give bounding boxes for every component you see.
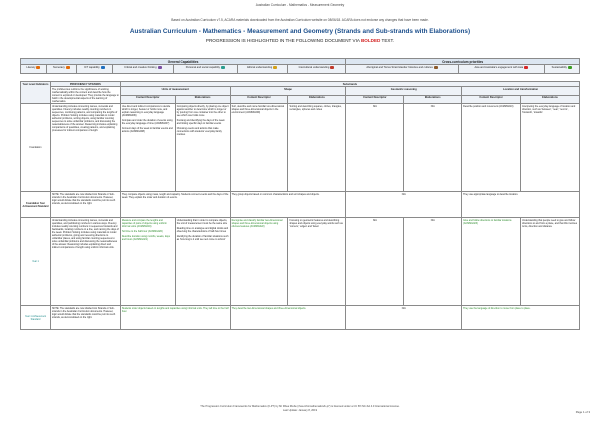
document-title: Australian Curriculum - Mathematics - Measurement and Geometry (Strands and Sub-strands with Elaborations) [129, 28, 471, 35]
geo-content-year1: N/A [346, 218, 404, 306]
units-standard-foundation: They compare objects using mass, length and capacity. Students connect events and the days of the week. They explain the order and duration of events. [120, 192, 230, 218]
loc-standard-foundation: They use appropriate language to describe location. [462, 192, 580, 218]
update-footer: Last Update: January 8, 2019 [282, 409, 318, 412]
capability-label: Intercultural understanding [298, 65, 330, 69]
capability-icon [568, 66, 572, 69]
capability-label: Numeracy [52, 65, 65, 69]
elaborations-header: Elaborations [175, 95, 230, 104]
geo-content-foundation: N/A [346, 104, 404, 192]
capability-icon [330, 66, 334, 69]
cross-curriculum-band: Cross-curriculum priorities [346, 59, 580, 65]
year-level-foundation-standard: Foundation Year Achievement Standard [21, 192, 51, 218]
curriculum-table [20, 81, 580, 330]
proficiency-description: The proficiencies reinforce the significance of working mathematically within the content and describe how the content is explored or developed. They provide the language to build in the developmental aspects of the learning of mathematics. [51, 87, 119, 103]
capability-label: Ethical understanding [247, 65, 273, 69]
units-content-year1: Measure and compare the lengths and capacities of pairs of objects using uniform informal units (ACMMG019) Tell time to the half-hour (ACMMG020) Describe duration using months, weeks, days and hours (ACMMG021) [120, 218, 175, 306]
geo-elab-foundation: N/A [404, 104, 462, 192]
capability-label: Asia and Australia's engagement with Asia [474, 65, 524, 69]
shape-standard-foundation: They group objects based on common characteristics and sort shapes and objects. [230, 192, 346, 218]
capability-label: Sustainability [551, 65, 567, 69]
loc-content-foundation: Describe position and movement (ACMMG010) [462, 104, 521, 192]
units-content-foundation: Use direct and indirect comparisons to decide which is longer, heavier or holds more, and explain reasoning in everyday language (ACMMG006) Compare and order the duration of events using the everyday language of time (ACMMG007) Connect days of the week to familiar events and actions (ACMMG008) [120, 104, 175, 192]
substrands-header: Substrands [120, 82, 579, 87]
geo-standard-year1: N/A [346, 306, 462, 330]
capability-label: Literacy [26, 65, 36, 69]
capability-cell [544, 65, 579, 74]
proficiency-year1-standard: NOTE: The standards are now divided into Strands or Sub-strands in the Australian Curriculum documents. However, logic would dictate that the standards could be put into such strands, as demonstrated on the right. [50, 306, 120, 330]
content-descriptor-header: Content Descriptor [230, 95, 288, 104]
capability-cell [346, 65, 459, 74]
proficiency-foundation-standard: NOTE: The standards are now divided into Strands or Sub-strands in the Australian Curriculum documents. However, logic would dictate that the standards could be put into such strands, as demonstrated on the right. [50, 192, 120, 218]
capability-cell [287, 65, 346, 74]
capability-icon [101, 66, 105, 69]
capability-icon [273, 66, 277, 69]
source-note: Based on Australian Curriculum v7.5, ACARA materials downloaded from the Australian Curriculum website on 08/06/18. ACARA does not endorse any changes that have been made. [171, 18, 429, 22]
loc-content-year1: Give and follow directions to familiar locations (ACMMG023) [462, 218, 521, 306]
capability-label: Aboriginal and Torres Strait Islander histories and cultures [366, 65, 433, 69]
elaborations-header: Elaborations [521, 95, 580, 104]
capability-cell [21, 65, 47, 74]
capability-cell [237, 65, 287, 74]
capability-cell [112, 65, 173, 74]
year-level-header: Year Level Indicators [21, 82, 51, 104]
proficiency-header: PROFICIENCY STRANDS [50, 82, 120, 87]
shape-standard-year1: They describe two-dimensional shapes and three-dimensional objects. [230, 306, 346, 330]
document-subtitle: PROGRESSION IS HIGHLIGHTED IN THE FOLLOWING DOCUMENT VIA BOLDED TEXT. [205, 38, 395, 43]
license-footer: The Progression Curriculum Frameworks for Mathematics (K-P7) by Mr Rhea Rtube (rhea.info/mathematics/k-p7) is licensed under a CC BY-NC-SA 4.0 International License. [200, 405, 400, 408]
loc-standard-year1: They use the language of direction to move from place to place. [462, 306, 580, 330]
units-elab-year1: Understanding that in order to compare objects, the unit of measurement must be the same size Reading time on analogue and digital clocks and observing the characteristics of half-hour times Identifying the duration of familiar situations such as 'how long is it until we next come to school' [175, 218, 230, 306]
document-header: Australian Curriculum - Mathematics - Measurement Geometry [255, 3, 345, 7]
content-descriptor-header: Content Descriptor [346, 95, 404, 104]
capability-icon [66, 66, 70, 69]
elaborations-header: Elaborations [288, 95, 346, 104]
capabilities-table [20, 58, 580, 74]
elaborations-header: Elaborations [404, 95, 462, 104]
units-standard-year1: Students order objects based on lengths and capacities using informal units. They tell time to the half hour. [120, 306, 230, 330]
shape-header: Shape [230, 87, 346, 96]
capability-icon [158, 66, 162, 69]
location-header: Location and transformation [462, 87, 580, 96]
capability-label: Personal and social capability [185, 65, 220, 69]
page-number: Page 1 of 3 [575, 410, 590, 414]
shape-elab-foundation: Sorting and describing squares, circles, triangles, rectangles, spheres and cubes [288, 104, 346, 192]
proficiency-year1: Understanding includes connecting names, numerals and quantities, and partitioning numbers in various ways. Fluency includes readily counting numbers in sequences forwards and backwards, locating numbers on a line, and naming the days of the week. Problem Solving includes using materials to model authentic problems, giving and receiving directions to unfamiliar places, and using familiar counting sequences to solve unfamiliar problems and discussing the reasonableness of the answer. Reasoning includes explaining direct and indirect comparisons of length using uniform informal units. [50, 218, 120, 306]
capability-icon [221, 66, 225, 69]
capability-cell [458, 65, 544, 74]
general-capabilities-band: General Capabilities [21, 59, 346, 65]
capability-cell [76, 65, 112, 74]
geometric-reasoning-header: Geometric reasoning [346, 87, 462, 96]
year-level-foundation: Foundation [21, 104, 51, 192]
loc-elab-foundation: Interpreting the everyday language of location and direction, such as 'between', 'near', 'next to', 'forwards', 'towards' [521, 104, 580, 192]
capability-cell [46, 65, 76, 74]
geo-elab-year1: N/A [404, 218, 462, 306]
capability-icon [434, 66, 438, 69]
geo-standard-foundation: N/A [346, 192, 462, 218]
capability-icon [524, 66, 528, 69]
year-level-year1-standard: Year 1 Achievement Standard [21, 306, 51, 330]
shape-content-year1: Recognise and classify familiar two-dimensional shapes and three-dimensional objects using obvious features (ACMMG022) [230, 218, 288, 306]
shape-content-foundation: Sort, describe and name familiar two-dimensional shapes and three-dimensional objects in the environment (ACMMG009) [230, 104, 288, 192]
units-header: Units of measurement [120, 87, 230, 96]
year-level-year1: Year 1 [21, 218, 51, 306]
content-descriptor-header: Content Descriptor [462, 95, 521, 104]
capability-label: Critical and creative thinking [124, 65, 157, 69]
units-elab-foundation: Comparing objects directly, by placing one object against another to determine which is longer or by pouring from one container into the other to see which one holds more Knowing and identifying the days of the week and linking specific days to familiar events Choosing events and actions that make connections with students' everyday family routines [175, 104, 230, 192]
capability-label: ICT capability [83, 65, 100, 69]
content-descriptor-header: Content Descriptor [120, 95, 175, 104]
loc-elab-year1: Understanding that people need to give and follow directions to and from a place, and that this involves turns, direction and distance [521, 218, 580, 306]
shape-elab-year1: Focusing on geometric features and describing shapes and objects using everyday words such as 'corners', 'edges' and 'faces' [288, 218, 346, 306]
capability-icon [36, 66, 40, 69]
capability-cell [173, 65, 237, 74]
proficiency-foundation: Understanding includes connecting names, numerals and quantities. Fluency includes readily counting numbers in sequences, continuing patterns, and comparing the lengths of objects. Problem Solving includes using materials to model authentic problems, sorting objects, using familiar counting sequences to solve unfamiliar problems, and discussing the reasonableness of the answer. Reasoning includes explaining comparisons of quantities, creating patterns, and explaining processes for indirect comparison of length. [50, 104, 120, 192]
